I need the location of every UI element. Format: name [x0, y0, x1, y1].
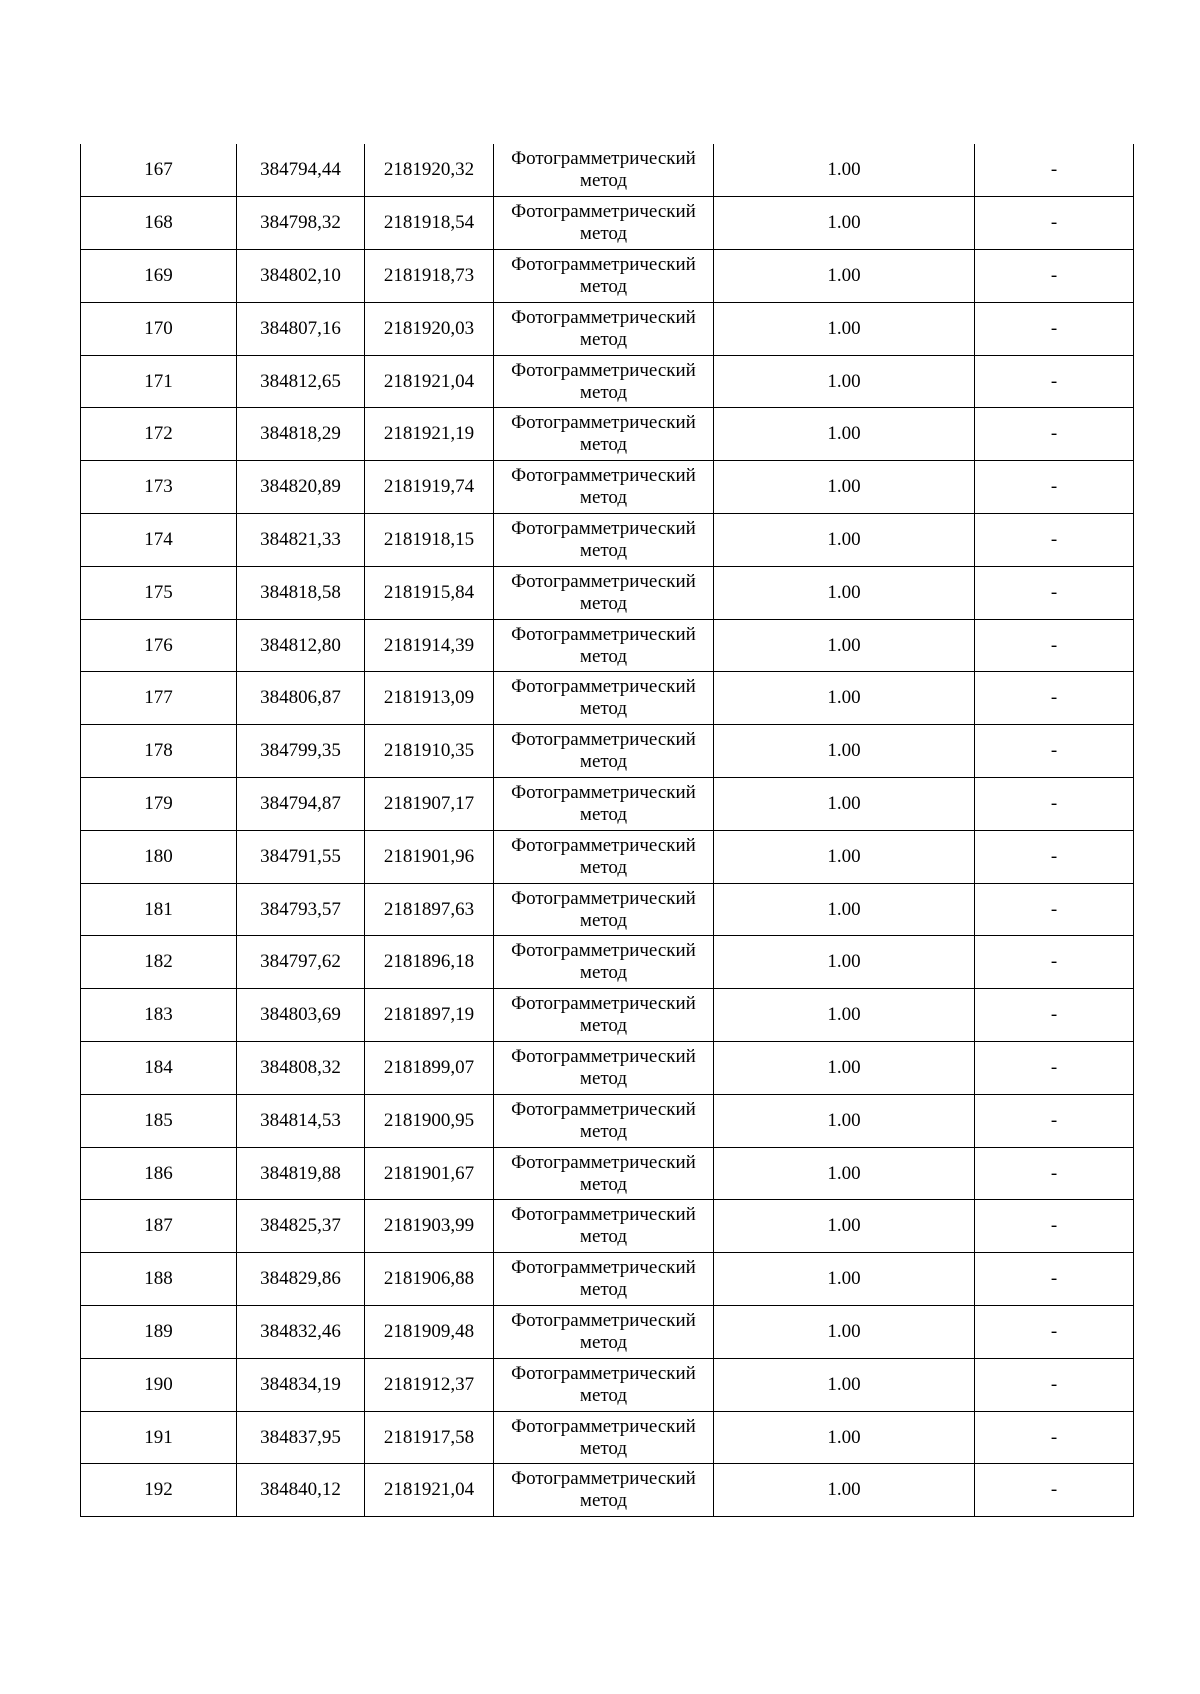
method-line-2: метод: [579, 909, 628, 931]
method-line-1: Фотограмметрический: [511, 781, 696, 803]
method-cell: [494, 197, 714, 250]
method-cell: [494, 1094, 714, 1147]
point-number-cell: 184: [81, 1042, 237, 1095]
y-coordinate-cell: 2181903,99: [365, 1200, 494, 1253]
note-cell: -: [975, 1253, 1134, 1306]
method-cell: [494, 830, 714, 883]
method-line-2: метод: [579, 698, 628, 720]
method-cell: [494, 1042, 714, 1095]
table-row: [81, 1253, 1134, 1306]
point-number-cell: 169: [81, 250, 237, 303]
note-cell: -: [975, 778, 1134, 831]
point-number-cell: 175: [81, 566, 237, 619]
y-coordinate-cell: 2181920,32: [365, 144, 494, 197]
method-line-2: метод: [579, 1173, 628, 1195]
note-cell: -: [975, 725, 1134, 778]
method-line-2: метод: [579, 1067, 628, 1089]
method-cell: [494, 250, 714, 303]
table-row: [81, 619, 1134, 672]
note-cell: -: [975, 408, 1134, 461]
method-cell: [494, 1306, 714, 1359]
method-cell: [494, 1200, 714, 1253]
coordinates-table-body: [81, 144, 1134, 1517]
note-cell: -: [975, 1042, 1134, 1095]
table-row: [81, 1147, 1134, 1200]
method-line-1: Фотограмметрический: [511, 1045, 696, 1067]
x-coordinate-cell: 384819,88: [237, 1147, 365, 1200]
table-row: [81, 461, 1134, 514]
method-line-1: Фотограмметрический: [511, 940, 696, 962]
method-line-2: метод: [579, 1384, 628, 1406]
note-cell: -: [975, 1464, 1134, 1517]
method-line-1: Фотограмметрический: [511, 1151, 696, 1173]
table-row: [81, 302, 1134, 355]
method-line-2: метод: [579, 1120, 628, 1142]
accuracy-cell: 1.00: [714, 725, 975, 778]
y-coordinate-cell: 2181899,07: [365, 1042, 494, 1095]
accuracy-cell: 1.00: [714, 250, 975, 303]
note-cell: -: [975, 302, 1134, 355]
point-number-cell: 188: [81, 1253, 237, 1306]
point-number-cell: 181: [81, 883, 237, 936]
table-row: [81, 1042, 1134, 1095]
method-line-1: Фотограмметрический: [511, 570, 696, 592]
note-cell: -: [975, 197, 1134, 250]
method-line-2: метод: [579, 1437, 628, 1459]
table-row: [81, 514, 1134, 567]
method-line-2: метод: [579, 751, 628, 773]
x-coordinate-cell: 384812,65: [237, 355, 365, 408]
method-cell: [494, 1358, 714, 1411]
y-coordinate-cell: 2181919,74: [365, 461, 494, 514]
accuracy-cell: 1.00: [714, 1253, 975, 1306]
y-coordinate-cell: 2181921,04: [365, 355, 494, 408]
method-line-2: метод: [579, 539, 628, 561]
point-number-cell: 170: [81, 302, 237, 355]
method-cell: [494, 778, 714, 831]
point-number-cell: 190: [81, 1358, 237, 1411]
x-coordinate-cell: 384814,53: [237, 1094, 365, 1147]
point-number-cell: 172: [81, 408, 237, 461]
method-line-1: Фотограмметрический: [511, 1309, 696, 1331]
method-line-1: Фотограмметрический: [511, 1468, 696, 1490]
method-cell: [494, 1411, 714, 1464]
table-row: [81, 725, 1134, 778]
x-coordinate-cell: 384837,95: [237, 1411, 365, 1464]
y-coordinate-cell: 2181917,58: [365, 1411, 494, 1464]
method-line-2: метод: [579, 223, 628, 245]
method-line-2: метод: [579, 1015, 628, 1037]
method-line-1: Фотограмметрический: [511, 993, 696, 1015]
y-coordinate-cell: 2181896,18: [365, 936, 494, 989]
point-number-cell: 182: [81, 936, 237, 989]
note-cell: -: [975, 830, 1134, 883]
accuracy-cell: 1.00: [714, 461, 975, 514]
x-coordinate-cell: 384802,10: [237, 250, 365, 303]
y-coordinate-cell: 2181918,54: [365, 197, 494, 250]
note-cell: -: [975, 1358, 1134, 1411]
y-coordinate-cell: 2181897,19: [365, 989, 494, 1042]
method-cell: [494, 355, 714, 408]
table-row: [81, 1358, 1134, 1411]
method-cell: [494, 1464, 714, 1517]
method-line-1: Фотограмметрический: [511, 1362, 696, 1384]
note-cell: -: [975, 1147, 1134, 1200]
method-cell: [494, 144, 714, 197]
y-coordinate-cell: 2181915,84: [365, 566, 494, 619]
point-number-cell: 179: [81, 778, 237, 831]
note-cell: -: [975, 250, 1134, 303]
method-line-2: метод: [579, 592, 628, 614]
table-row: [81, 1200, 1134, 1253]
y-coordinate-cell: 2181914,39: [365, 619, 494, 672]
accuracy-cell: 1.00: [714, 1094, 975, 1147]
y-coordinate-cell: 2181920,03: [365, 302, 494, 355]
table-row: [81, 1464, 1134, 1517]
x-coordinate-cell: 384794,87: [237, 778, 365, 831]
note-cell: -: [975, 989, 1134, 1042]
accuracy-cell: 1.00: [714, 672, 975, 725]
method-line-1: Фотограмметрический: [511, 1098, 696, 1120]
accuracy-cell: 1.00: [714, 936, 975, 989]
point-number-cell: 191: [81, 1411, 237, 1464]
table-row: [81, 672, 1134, 725]
table-row: [81, 408, 1134, 461]
table-row: [81, 1411, 1134, 1464]
x-coordinate-cell: 384818,29: [237, 408, 365, 461]
point-number-cell: 178: [81, 725, 237, 778]
method-line-1: Фотограмметрический: [511, 1415, 696, 1437]
method-line-1: Фотограмметрический: [511, 201, 696, 223]
point-number-cell: 168: [81, 197, 237, 250]
table-row: [81, 830, 1134, 883]
method-line-2: метод: [579, 962, 628, 984]
x-coordinate-cell: 384793,57: [237, 883, 365, 936]
accuracy-cell: 1.00: [714, 1464, 975, 1517]
accuracy-cell: 1.00: [714, 302, 975, 355]
accuracy-cell: 1.00: [714, 1411, 975, 1464]
note-cell: -: [975, 1200, 1134, 1253]
method-line-2: метод: [579, 434, 628, 456]
accuracy-cell: 1.00: [714, 1358, 975, 1411]
accuracy-cell: 1.00: [714, 830, 975, 883]
y-coordinate-cell: 2181913,09: [365, 672, 494, 725]
point-number-cell: 171: [81, 355, 237, 408]
method-line-2: метод: [579, 275, 628, 297]
accuracy-cell: 1.00: [714, 1042, 975, 1095]
note-cell: -: [975, 1306, 1134, 1359]
method-line-1: Фотограмметрический: [511, 306, 696, 328]
y-coordinate-cell: 2181921,04: [365, 1464, 494, 1517]
note-cell: -: [975, 566, 1134, 619]
accuracy-cell: 1.00: [714, 197, 975, 250]
note-cell: -: [975, 672, 1134, 725]
x-coordinate-cell: 384798,32: [237, 197, 365, 250]
note-cell: -: [975, 883, 1134, 936]
note-cell: -: [975, 144, 1134, 197]
method-cell: [494, 461, 714, 514]
method-line-2: метод: [579, 170, 628, 192]
method-line-1: Фотограмметрический: [511, 1204, 696, 1226]
table-row: [81, 566, 1134, 619]
note-cell: -: [975, 355, 1134, 408]
x-coordinate-cell: 384808,32: [237, 1042, 365, 1095]
table-row: [81, 355, 1134, 408]
method-line-1: Фотограмметрический: [511, 148, 696, 170]
y-coordinate-cell: 2181918,15: [365, 514, 494, 567]
method-cell: [494, 936, 714, 989]
note-cell: -: [975, 1094, 1134, 1147]
point-number-cell: 189: [81, 1306, 237, 1359]
point-number-cell: 174: [81, 514, 237, 567]
method-line-1: Фотограмметрический: [511, 465, 696, 487]
x-coordinate-cell: 384840,12: [237, 1464, 365, 1517]
accuracy-cell: 1.00: [714, 778, 975, 831]
table-row: [81, 1094, 1134, 1147]
method-line-1: Фотограмметрический: [511, 676, 696, 698]
accuracy-cell: 1.00: [714, 144, 975, 197]
y-coordinate-cell: 2181900,95: [365, 1094, 494, 1147]
note-cell: -: [975, 461, 1134, 514]
method-line-1: Фотограмметрический: [511, 887, 696, 909]
point-number-cell: 192: [81, 1464, 237, 1517]
x-coordinate-cell: 384803,69: [237, 989, 365, 1042]
table-row: [81, 778, 1134, 831]
point-number-cell: 183: [81, 989, 237, 1042]
point-number-cell: 173: [81, 461, 237, 514]
point-number-cell: 180: [81, 830, 237, 883]
accuracy-cell: 1.00: [714, 408, 975, 461]
x-coordinate-cell: 384820,89: [237, 461, 365, 514]
x-coordinate-cell: 384832,46: [237, 1306, 365, 1359]
x-coordinate-cell: 384821,33: [237, 514, 365, 567]
point-number-cell: 177: [81, 672, 237, 725]
method-line-2: метод: [579, 1490, 628, 1512]
note-cell: -: [975, 1411, 1134, 1464]
y-coordinate-cell: 2181901,67: [365, 1147, 494, 1200]
point-number-cell: 187: [81, 1200, 237, 1253]
y-coordinate-cell: 2181907,17: [365, 778, 494, 831]
accuracy-cell: 1.00: [714, 619, 975, 672]
method-line-1: Фотограмметрический: [511, 359, 696, 381]
point-number-cell: 167: [81, 144, 237, 197]
y-coordinate-cell: 2181921,19: [365, 408, 494, 461]
x-coordinate-cell: 384825,37: [237, 1200, 365, 1253]
method-line-2: метод: [579, 381, 628, 403]
accuracy-cell: 1.00: [714, 1147, 975, 1200]
accuracy-cell: 1.00: [714, 1306, 975, 1359]
method-line-1: Фотограмметрический: [511, 729, 696, 751]
method-line-1: Фотограмметрический: [511, 412, 696, 434]
point-number-cell: 185: [81, 1094, 237, 1147]
table-row: [81, 250, 1134, 303]
method-line-2: метод: [579, 328, 628, 350]
table-row: [81, 144, 1134, 197]
x-coordinate-cell: 384797,62: [237, 936, 365, 989]
method-cell: [494, 566, 714, 619]
y-coordinate-cell: 2181901,96: [365, 830, 494, 883]
method-line-2: метод: [579, 856, 628, 878]
method-line-1: Фотограмметрический: [511, 517, 696, 539]
x-coordinate-cell: 384818,58: [237, 566, 365, 619]
method-cell: [494, 989, 714, 1042]
x-coordinate-cell: 384829,86: [237, 1253, 365, 1306]
method-line-2: метод: [579, 487, 628, 509]
table-row: [81, 989, 1134, 1042]
accuracy-cell: 1.00: [714, 566, 975, 619]
method-line-1: Фотограмметрический: [511, 253, 696, 275]
method-cell: [494, 725, 714, 778]
accuracy-cell: 1.00: [714, 355, 975, 408]
method-cell: [494, 1253, 714, 1306]
coordinates-table: [80, 144, 1134, 1517]
accuracy-cell: 1.00: [714, 883, 975, 936]
table-row: [81, 883, 1134, 936]
method-line-2: метод: [579, 1226, 628, 1248]
method-cell: [494, 1147, 714, 1200]
method-line-1: Фотограмметрический: [511, 623, 696, 645]
note-cell: -: [975, 936, 1134, 989]
accuracy-cell: 1.00: [714, 514, 975, 567]
x-coordinate-cell: 384794,44: [237, 144, 365, 197]
note-cell: -: [975, 619, 1134, 672]
point-number-cell: 186: [81, 1147, 237, 1200]
table-row: [81, 197, 1134, 250]
y-coordinate-cell: 2181912,37: [365, 1358, 494, 1411]
method-cell: [494, 514, 714, 567]
accuracy-cell: 1.00: [714, 1200, 975, 1253]
y-coordinate-cell: 2181910,35: [365, 725, 494, 778]
accuracy-cell: 1.00: [714, 989, 975, 1042]
y-coordinate-cell: 2181909,48: [365, 1306, 494, 1359]
method-cell: [494, 672, 714, 725]
x-coordinate-cell: 384791,55: [237, 830, 365, 883]
note-cell: -: [975, 514, 1134, 567]
method-line-2: метод: [579, 1279, 628, 1301]
method-line-2: метод: [579, 1331, 628, 1353]
point-number-cell: 176: [81, 619, 237, 672]
y-coordinate-cell: 2181906,88: [365, 1253, 494, 1306]
method-cell: [494, 408, 714, 461]
x-coordinate-cell: 384807,16: [237, 302, 365, 355]
y-coordinate-cell: 2181897,63: [365, 883, 494, 936]
x-coordinate-cell: 384812,80: [237, 619, 365, 672]
method-cell: [494, 883, 714, 936]
method-line-2: метод: [579, 803, 628, 825]
table-row: [81, 936, 1134, 989]
method-line-1: Фотограмметрический: [511, 834, 696, 856]
y-coordinate-cell: 2181918,73: [365, 250, 494, 303]
x-coordinate-cell: 384799,35: [237, 725, 365, 778]
method-cell: [494, 302, 714, 355]
method-line-1: Фотограмметрический: [511, 1257, 696, 1279]
table-row: [81, 1306, 1134, 1359]
x-coordinate-cell: 384834,19: [237, 1358, 365, 1411]
method-cell: [494, 619, 714, 672]
method-line-2: метод: [579, 645, 628, 667]
x-coordinate-cell: 384806,87: [237, 672, 365, 725]
